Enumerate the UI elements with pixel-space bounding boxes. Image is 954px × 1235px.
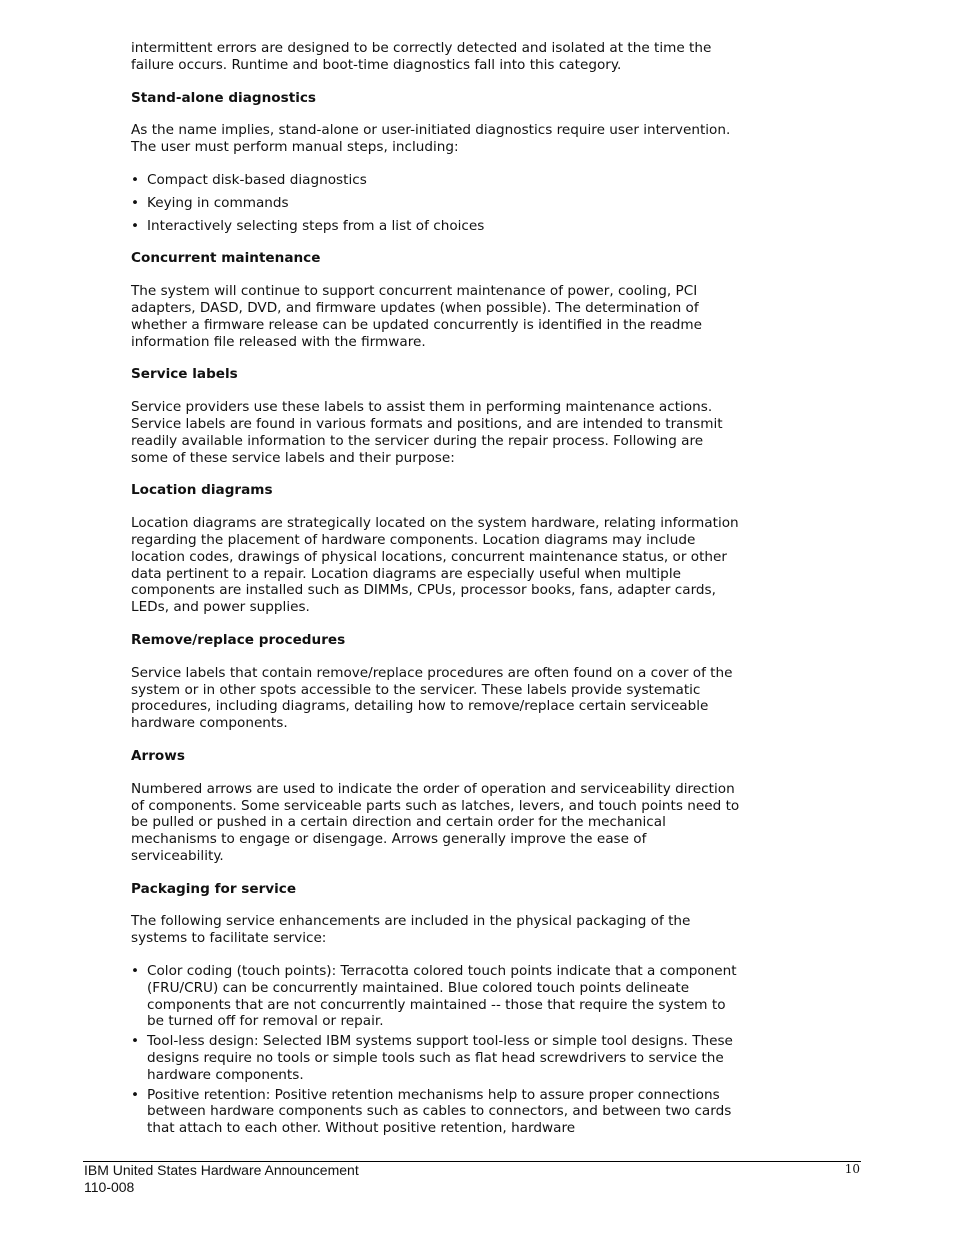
heading-location-diagrams: Location diagrams [131,482,273,499]
list-item: • Positive retention: Positive retention mechanisms help to assure proper connections between hardware components such as cables to connectors, and between two cards that attach to each other. Without positive retention, hardware [131,1087,741,1137]
paragraph-concurrent-maintenance: The system will continue to support concurrent maintenance of power, cooling, PCI adapters, DASD, DVD, and firmware updates (when possible). The determination of whether a firmware release can be updated concurrently is identified in the readme information file released with the firmware. [131,283,703,350]
document-body [131,40,741,1153]
list-item: • Tool-less design: Selected IBM systems support tool-less or simple tool designs. These designs require no tools or simple tools such as flat head screwdrivers to service the hardware components. [131,1033,741,1083]
list-item: • Keying in commands [131,195,741,212]
footer-title: IBM United States Hardware Announcement [84,1162,359,1178]
list-item: • Color coding (touch points): Terracotta colored touch points indicate that a component (FRU/CRU) can be concurrently maintained. Blue colored touch points delineate components that are not concurrently maintained -- those that require the system to be turned off for removal or repair. [131,963,741,1030]
heading-packaging-for-service: Packaging for service [131,880,297,897]
intro-paragraph: intermittent errors are designed to be correctly detected and isolated at the time the failure occurs. Runtime and boot-time diagnostics fall into this category. [131,40,712,73]
footer-announcement [84,1162,359,1196]
page-number: 10 [844,1162,860,1176]
list-item: • Interactively selecting steps from a list of choices [131,218,741,235]
heading-service-labels: Service labels [131,366,238,383]
heading-arrows: Arrows [131,747,185,764]
paragraph-standalone-diagnostics: As the name implies, stand-alone or user-initiated diagnostics require user intervention. The user must perform manual steps, including: [131,122,731,156]
paragraph-remove-replace: Service labels that contain remove/replace procedures are often found on a cover of the system or in other spots accessible to the servicer. These labels provide systematic procedures, including diagrams, detailing how to remove/replace certain serviceable hardware components. [131,664,733,732]
paragraph-location-diagrams: Location diagrams are strategically located on the system hardware, relating information regarding the placement of hardware components. Location diagrams may include location codes, drawings of physical locations, concurrent maintenance status, or other data pertinent to a repair. Location diagrams are especially useful when multiple components are installed such as DIMMs, CPUs, processor books, fans, adapter cards, LEDs, and power supplies. [131,515,739,616]
paragraph-packaging-for-service: The following service enhancements are included in the physical packaging of the systems to facilitate service: [131,913,691,947]
list-packaging-for-service [131,963,741,1137]
paragraph-arrows: Numbered arrows are used to indicate the order of operation and serviceability direction of components. Some serviceable parts such as latches, levers, and touch points need to be pulled or pushed in a certain direction and certain order for the mechanical mechanisms to engage or disengage. Arrows generally improve the ease of serviceability. [131,780,740,864]
list-item: • Compact disk-based diagnostics [131,172,741,189]
heading-remove-replace: Remove/replace procedures [131,631,346,648]
heading-standalone-diagnostics: Stand-alone diagnostics [131,89,317,106]
list-standalone-diagnostics [131,172,741,234]
heading-concurrent-maintenance: Concurrent maintenance [131,250,321,267]
paragraph-service-labels: Service providers use these labels to assist them in performing maintenance actions. Service labels are found in various formats and positions, and are intended to transmit readily available information to the servicer during the repair process. Following are some of these service labels and their purpose: [131,399,723,466]
footer-number: 110-008 [84,1179,135,1195]
